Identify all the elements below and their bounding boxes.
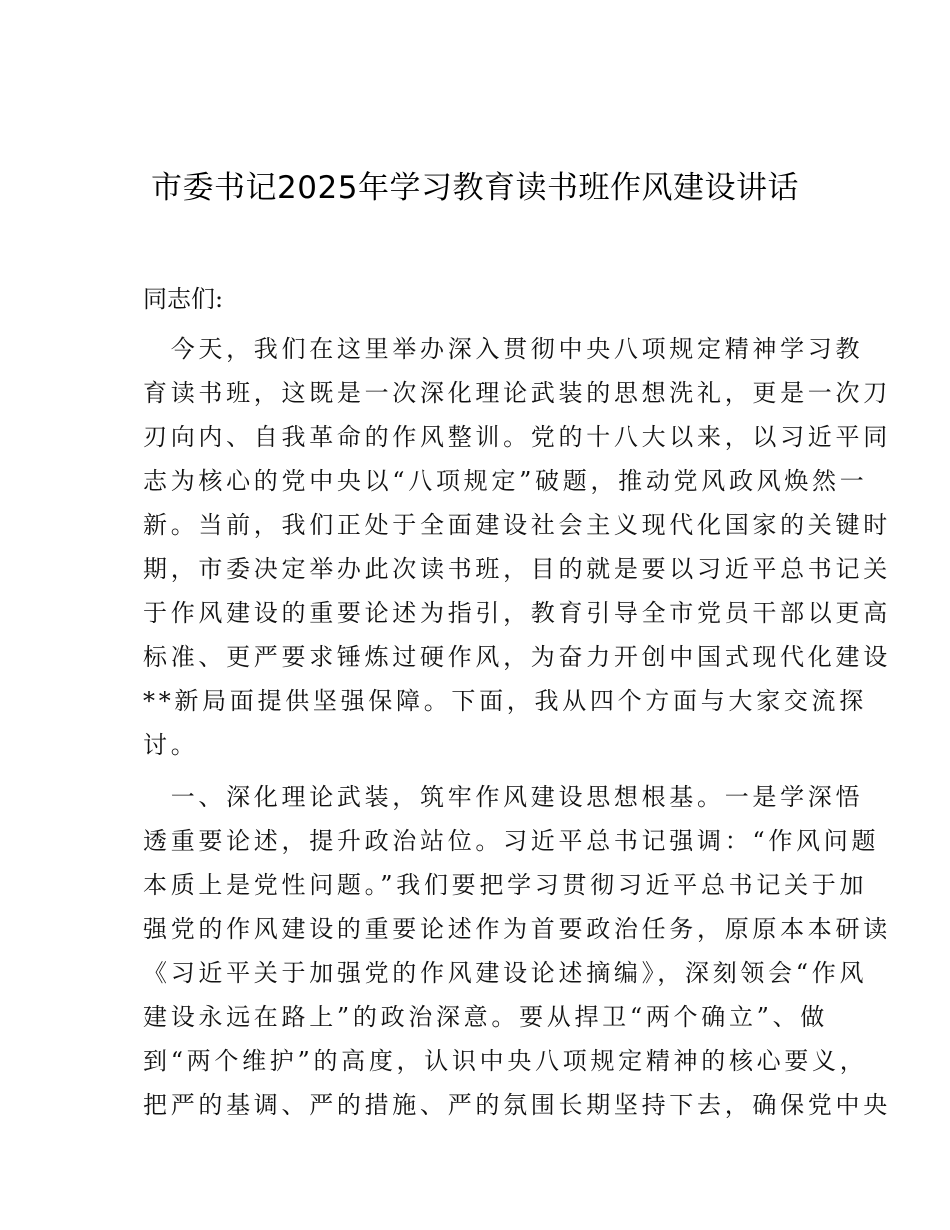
- paragraph-line: 志为核心的党中央以“八项规定”破题，推动党风政风焕然一: [143, 467, 868, 495]
- paragraph-line: 期，市委决定举办此次读书班，目的就是要以习近平总书记关: [143, 555, 891, 583]
- paragraph-line: 新。当前，我们正处于全面建设社会主义现代化国家的关键时: [143, 511, 891, 539]
- paragraph-intro: [143, 327, 891, 767]
- paragraph-line: 于作风建设的重要论述为指引，教育引导全市党员干部以更高: [143, 599, 891, 627]
- paragraph-line: 透重要论述，提升政治站位。习近平总书记强调：“作风问题: [143, 827, 880, 855]
- paragraph-line: **新局面提供坚强保障。下面，我从四个方面与大家交流探: [143, 687, 867, 715]
- paragraph-line: 讨。: [143, 731, 199, 759]
- paragraph-line: 强党的作风建设的重要论述作为首要政治任务，原原本本研读: [143, 915, 891, 943]
- paragraph-line: 建设永远在路上”的政治深意。要从捍卫“两个确立”、做: [143, 1003, 829, 1031]
- paragraph-section-one: [143, 775, 891, 1127]
- paragraph-line: 本质上是党性问题。”我们要把学习贯彻习近平总书记关于加: [143, 871, 868, 899]
- paragraph-line: 育读书班，这既是一次深化理论武装的思想洗礼，更是一次刀: [143, 379, 891, 407]
- paragraph-line: 今天，我们在这里举办深入贯彻中央八项规定精神学习教: [143, 335, 864, 363]
- paragraph-line: 《习近平关于加强党的作风建设论述摘编》，深刻领会“作风: [143, 959, 868, 987]
- salutation: 同志们:: [143, 285, 224, 313]
- document-title: 市委书记2025年学习教育读书班作风建设讲话: [151, 170, 799, 206]
- paragraph-line: 一、深化理论武装，筑牢作风建设思想根基。一是学深悟: [143, 783, 864, 811]
- paragraph-line: 刃向内、自我革命的作风整训。党的十八大以来，以习近平同: [143, 423, 891, 451]
- paragraph-line: 到“两个维护”的高度，认识中央八项规定精神的核心要义，: [143, 1047, 868, 1075]
- paragraph-line: 标准、更严要求锤炼过硬作风，为奋力开创中国式现代化建设: [143, 643, 891, 671]
- paragraph-line: 把严的基调、严的措施、严的氛围长期坚持下去，确保党中央: [143, 1091, 891, 1119]
